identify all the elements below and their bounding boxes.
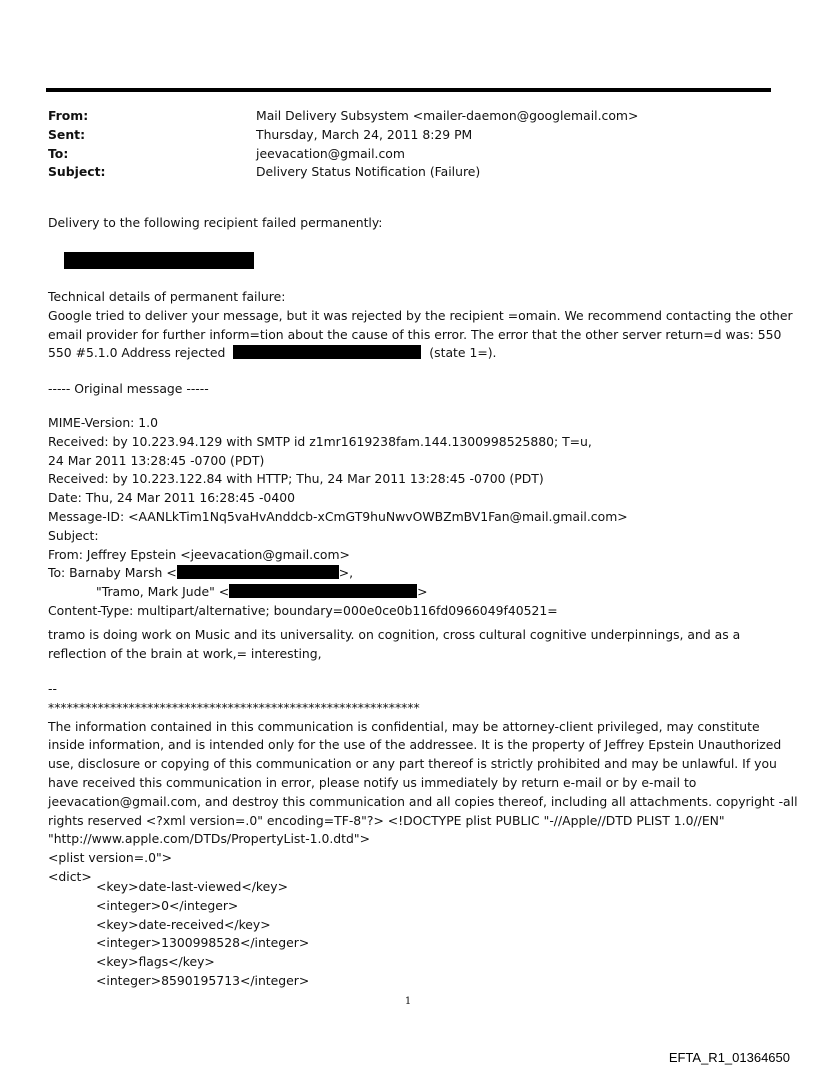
received-continuation-line: 24 Mar 2011 13:28:45 -0700 (PDT)	[48, 452, 265, 468]
body-line: tramo is doing work on Music and its universality. on cognition, cross cultural cognitive underpinnings, and as a	[48, 627, 741, 642]
header-subject-row	[48, 163, 768, 182]
redacted-recipient	[64, 252, 254, 269]
from-label: From:	[48, 108, 89, 123]
redacted-email	[177, 565, 339, 579]
from-value: Mail Delivery Subsystem <mailer-daemon@googlemail.com>	[256, 108, 639, 123]
address-rejected-text: 550 #5.1.0 Address rejected	[48, 345, 226, 361]
plist-entry: <key>date-received</key>	[96, 916, 271, 932]
disclaimer-line: rights reserved <?xml version=.0" encoding=TF-8"?> <!DOCTYPE plist PUBLIC "-//Apple//DTD PLIST 1.0//EN"	[48, 812, 725, 828]
plist-entry: <key>flags</key>	[96, 954, 215, 970]
message-id-line: Message-ID: <AANLkTim1Nq5vaHvAnddcb-xCmGT9huNwvOWBZmBV1Fan@mail.gmail.com>	[48, 508, 628, 524]
technical-line	[48, 344, 793, 363]
disclaimer-line: use, disclosure or copying of this communication or any part thereof is strictly prohibited and may be unlawful. If you	[48, 756, 777, 772]
dict-open-line: <dict>	[48, 868, 92, 884]
plist-entry: <integer>8590195713</integer>	[96, 972, 310, 988]
to-line-suffix: >,	[338, 565, 354, 581]
original-headers	[48, 414, 628, 621]
subject-value: Delivery Status Notification (Failure)	[256, 164, 481, 180]
to-label: To:	[48, 145, 69, 161]
failure-notice	[48, 214, 382, 233]
header-to-row	[48, 145, 768, 164]
mime-version-line: MIME-Version: 1.0	[48, 415, 158, 430]
received-line: Received: by 10.223.94.129 with SMTP id z1mr1619238fam.144.1300998525880; T=u,	[48, 433, 592, 449]
plist-entry: <key>date-last-viewed</key>	[96, 879, 288, 894]
email-header	[48, 107, 768, 182]
redacted-address	[233, 345, 421, 359]
to-line	[48, 564, 628, 583]
failure-notice-text: Delivery to the following recipient failed permanently:	[48, 215, 383, 230]
to-line-prefix: To: Barnaby Marsh <	[48, 565, 177, 581]
plist-entry: <integer>1300998528</integer>	[96, 935, 310, 951]
header-from-row	[48, 107, 768, 126]
plist-entry: <integer>0</integer>	[96, 897, 239, 913]
bates-number: EFTA_R1_01364650	[668, 1050, 790, 1065]
cc-line-prefix: "Tramo, Mark Jude" <	[96, 584, 230, 600]
to-value: jeevacation@gmail.com	[256, 145, 405, 161]
disclaimer-line: jeevacation@gmail.com, and destroy this communication and all copies thereof, including all attachments. copyright -all	[48, 793, 798, 809]
redacted-email	[229, 584, 417, 598]
message-body	[48, 626, 740, 664]
content-type-line: Content-Type: multipart/alternative; boundary=000e0ce0b116fd0966049f40521=	[48, 602, 558, 618]
header-sent-row	[48, 126, 768, 145]
plist-open-line: <plist version=.0">	[48, 850, 173, 866]
disclaimer-line: "http://www.apple.com/DTDs/PropertyList-1.0.dtd">	[48, 831, 370, 847]
subject-label: Subject:	[48, 164, 106, 180]
page-number: 1	[404, 996, 412, 1007]
cc-line	[48, 583, 628, 602]
subject-line: Subject:	[48, 527, 99, 543]
state-text: (state 1=).	[429, 345, 497, 361]
plist-entries	[96, 878, 309, 991]
technical-details	[48, 288, 793, 363]
body-line: reflection of the brain at work,= interesting,	[48, 645, 322, 661]
header-rule	[46, 88, 771, 92]
date-line: Date: Thu, 24 Mar 2011 16:28:45 -0400	[48, 490, 295, 506]
received-line: Received: by 10.223.122.84 with HTTP; Thu, 24 Mar 2011 13:28:45 -0700 (PDT)	[48, 471, 544, 487]
cc-line-suffix: >	[417, 584, 428, 600]
technical-line: Google tried to deliver your message, but it was rejected by the recipient =omain. We recommend contacting the other	[48, 307, 793, 323]
disclaimer-line: inside information, and is intended only for the use of the addressee. It is the property of Jeffrey Epstein Unauthorized	[48, 737, 782, 753]
sent-value: Thursday, March 24, 2011 8:29 PM	[256, 126, 473, 142]
technical-heading: Technical details of permanent failure:	[48, 289, 286, 304]
technical-line: email provider for further inform=tion about the cause of this error. The error that the other server return=d was: 550	[48, 326, 782, 342]
disclaimer-line: have received this communication in error, please notify us immediately by return e-mail or by e-mail to	[48, 774, 697, 790]
original-message-divider: ----- Original message -----	[48, 381, 209, 396]
signature-stars: ************************************************************	[48, 699, 420, 715]
original-divider	[48, 380, 209, 399]
sent-label: Sent:	[48, 126, 86, 142]
signature-dashes: --	[48, 681, 57, 696]
disclaimer-line: The information contained in this communication is confidential, may be attorney-client privileged, may constitute	[48, 718, 760, 734]
from-line: From: Jeffrey Epstein <jeevacation@gmail.com>	[48, 546, 350, 562]
signature	[48, 680, 798, 887]
